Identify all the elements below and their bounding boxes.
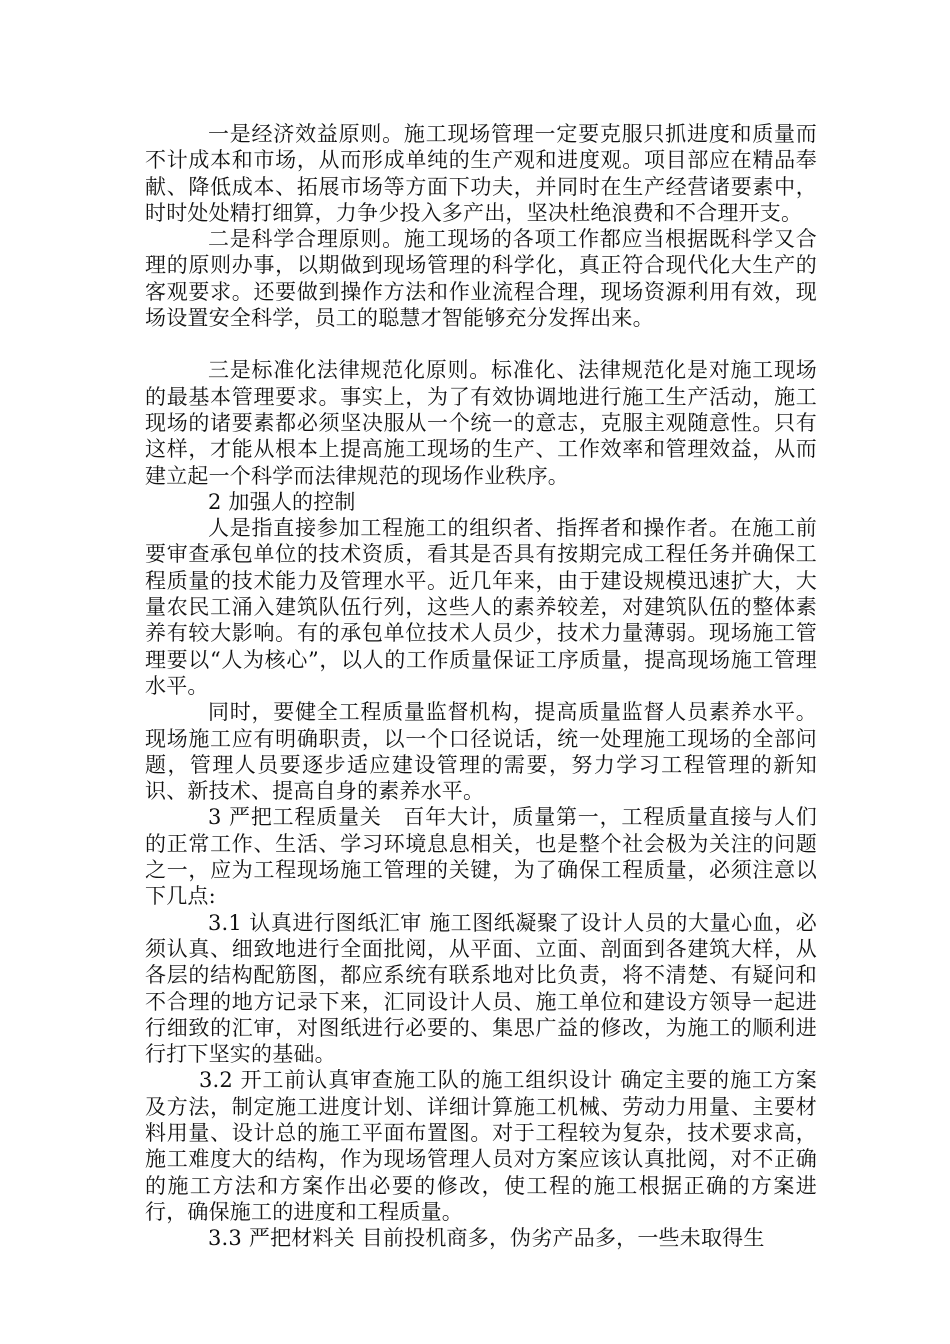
paragraph-standardization-principle: 三是标准化法律规范化原则。标准化、法律规范化是对施工现场的最基本管理要求。事实上，为了有效协调地进行施工生产活动，施工现场的诸要素都必须坚决服从一个统一的意志，克服主观随意性。只有这样，才能从根本上提高施工现场的生产、工作效率和管理效益，从而建立起一个科学而法律规范的现场作业秩序。 bbox=[145, 358, 817, 488]
document-body bbox=[145, 121, 817, 1251]
paragraph-personnel: 人是指直接参加工程施工的组织者、指挥者和操作者。在施工前要审查承包单位的技术资质，看其是否具有按期完成工程任务并确保工程质量的技术能力及管理水平。近几年来，由于建设规模迅速扩大，大量农民工涌入建筑队伍行列，这些人的素养较差，对建筑队伍的整体素养有较大影响。有的承包单位技术人员少，技术力量薄弱。现场施工管理要以“人为核心”，以人的工作质量保证工序质量，提高现场施工管理水平。 bbox=[145, 516, 817, 698]
paragraph-scientific-principle: 二是科学合理原则。施工现场的各项工作都应当根据既科学又合理的原则办事，以期做到现场管理的科学化，真正符合现代化大生产的客观要求。还要做到操作方法和作业流程合理，现场资源利用有效，现场设置安全科学，员工的聪慧才智能够充分发挥出来。 bbox=[145, 227, 817, 331]
paragraph-supervision: 同时，要健全工程质量监督机构，提高质量监督人员素养水平。现场施工应有明确职责，以一个口径说话，统一处理施工现场的全部问题，管理人员要逐步适应建设管理的需要，努力学习工程管理的新知识、新技术、提高自身的素养水平。 bbox=[145, 700, 817, 804]
section-heading-personnel-control: 2 加强人的控制 bbox=[208, 489, 356, 514]
paragraph-spacer bbox=[145, 331, 817, 357]
paragraph-economic-principle: 一是经济效益原则。施工现场管理一定要克服只抓进度和质量而不计成本和市场，从而形成单纯的生产观和进度观。项目部应在精品奉献、降低成本、拓展市场等方面下功夫，并同时在生产经营诸要素中，时时处处精打细算，力争少投入多产出，坚决杜绝浪费和不合理开支。 bbox=[145, 122, 817, 225]
paragraph-construction-plan: 3.2 开工前认真审查施工队的施工组织设计 确定主要的施工方案及方法，制定施工进度计划、详细计算施工机械、劳动力用量、主要材料用量、设计总的施工平面布置图。对于工程较为复杂，技术要求高，施工难度大的结构，作为现场管理人员对方案应该认真批阅，对不正确的施工方法和方案作出必要的修改，使工程的施工根据正确的方案进行，确保施工的进度和工程质量。 bbox=[145, 1068, 817, 1224]
paragraph-quality-control: 3 严把工程质量关 百年大计，质量第一，工程质量直接与人们的正常工作、生活、学习环境息息相关，也是整个社会极为关注的问题之一，应为工程现场施工管理的关键，为了确保工程质量，必须注意以下几点: bbox=[145, 805, 817, 909]
paragraph-materials: 3.3 严把材料关 目前投机商多，伪劣产品多，一些未取得生 bbox=[208, 1226, 765, 1251]
paragraph-drawing-review: 3.1 认真进行图纸汇审 施工图纸凝聚了设计人员的大量心血，必须认真、细致地进行全面批阅，从平面、立面、剖面到各建筑大样，从各层的结构配筋图，都应系统有联系地对比负责，将不清楚、有疑问和不合理的地方记录下来，汇同设计人员、施工单位和建设方领导一起进行细致的汇审，对图纸进行必要的、集思广益的修改，为施工的顺利进行打下坚实的基础。 bbox=[145, 910, 817, 1067]
